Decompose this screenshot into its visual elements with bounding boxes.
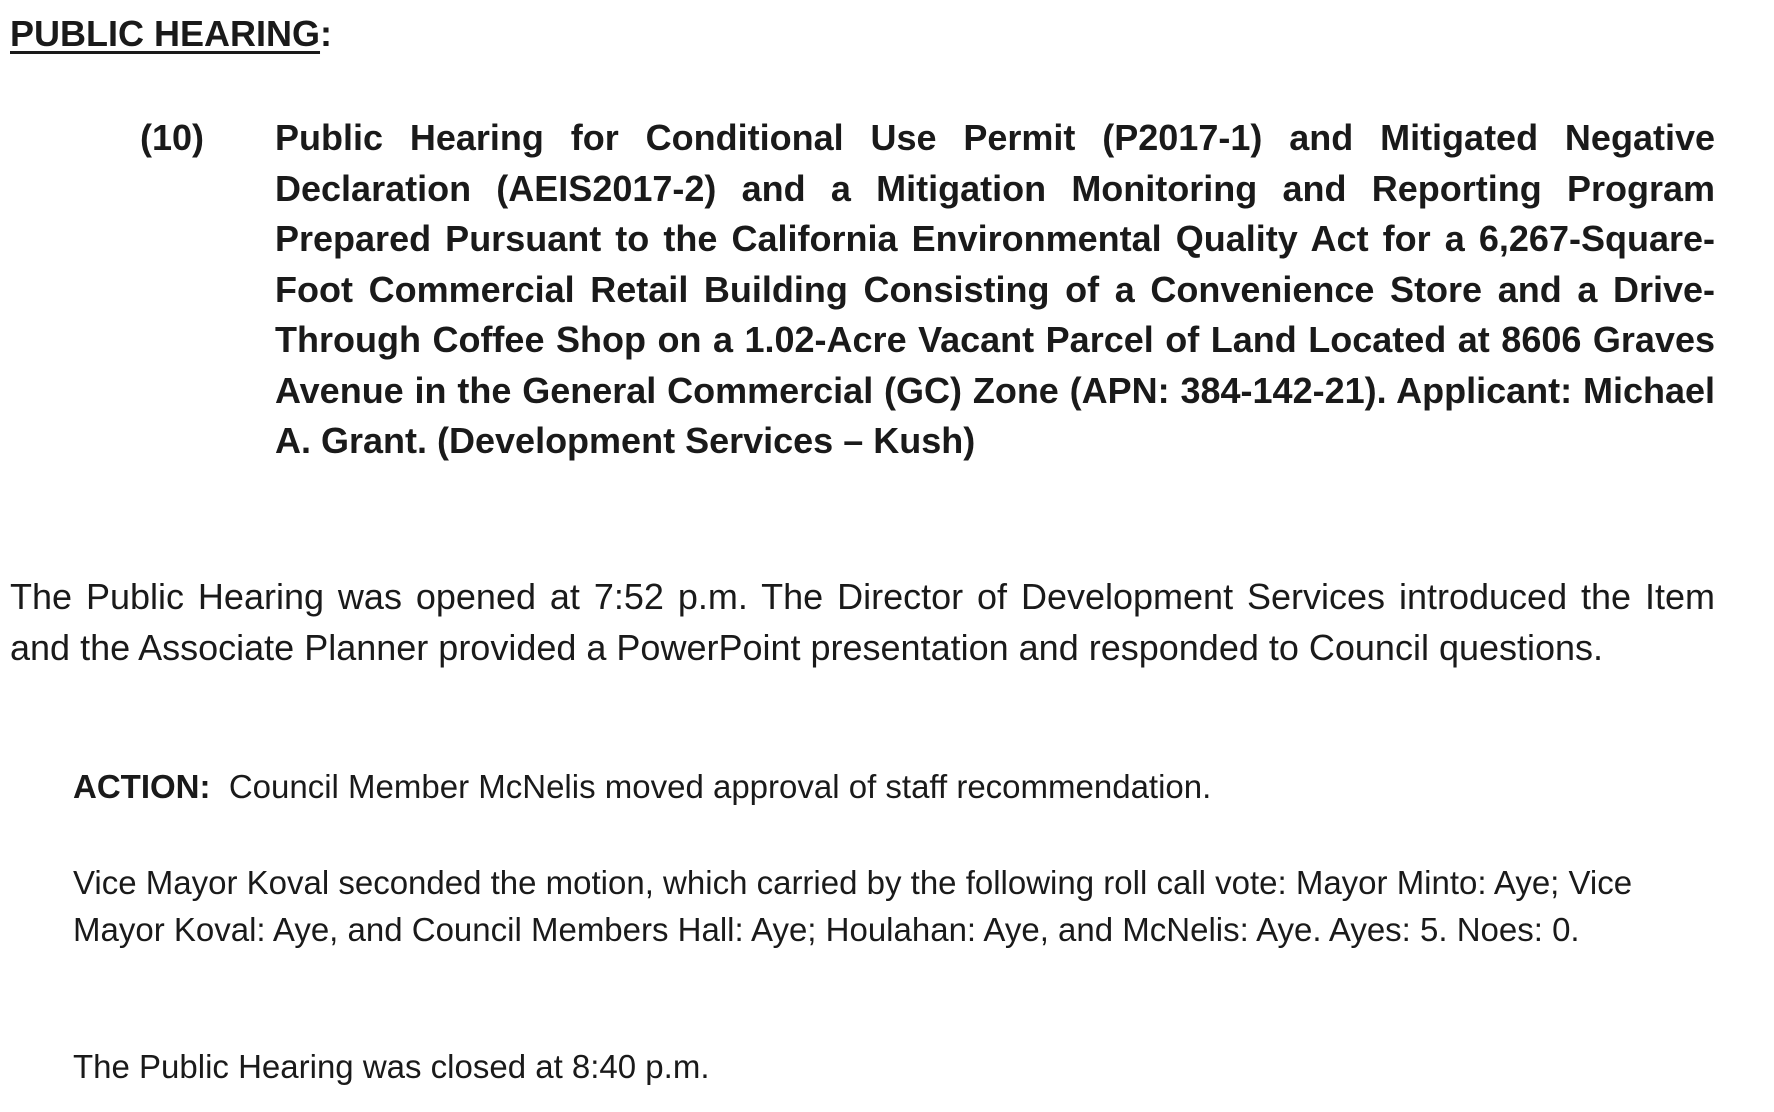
action-label: ACTION: — [73, 768, 211, 805]
item-title: Public Hearing for Conditional Use Permit (P2017-1) and Mitigated Negative Declaration (AEIS2017-2) and a Mitigation Monitoring and Reporting Program Prepared Pursuant to the California Environmental Quality Act for a 6,267-Square-Foot Commercial Retail Building Consisting of a Convenience Store and a Drive-Through Coffee Shop on a 1.02-Acre Vacant Parcel of Land Located at 8606 Graves Avenue in the General Commercial (GC) Zone (APN: 384-142-21). Applicant: Michael A. Grant. (Development Services – Kush) — [275, 117, 1715, 461]
section-heading-colon: : — [320, 13, 333, 54]
item-number: (10) — [140, 117, 205, 158]
action-text: Council Member McNelis moved approval of staff recommendation. — [228, 768, 1212, 805]
section-heading — [10, 12, 332, 56]
roll-call-vote: Vice Mayor Koval seconded the motion, which carried by the following roll call vote: Mayor Minto: Aye; Vice Mayor Koval: Aye, and Council Members Hall: Aye; Houlahan: Aye, and McNelis: Aye. Ayes: 5. Noes: 0. — [73, 864, 1633, 948]
action-statement — [73, 765, 1723, 809]
hearing-narrative: The Public Hearing was opened at 7:52 p.m. The Director of Development Services introduced the Item and the Associate Planner provided a PowerPoint presentation and responded to Council questions. — [10, 576, 1715, 668]
section-heading-text: PUBLIC HEARING — [10, 13, 321, 54]
hearing-closed-note: The Public Hearing was closed at 8:40 p.m. — [73, 1048, 710, 1085]
agenda-item — [140, 113, 1715, 467]
